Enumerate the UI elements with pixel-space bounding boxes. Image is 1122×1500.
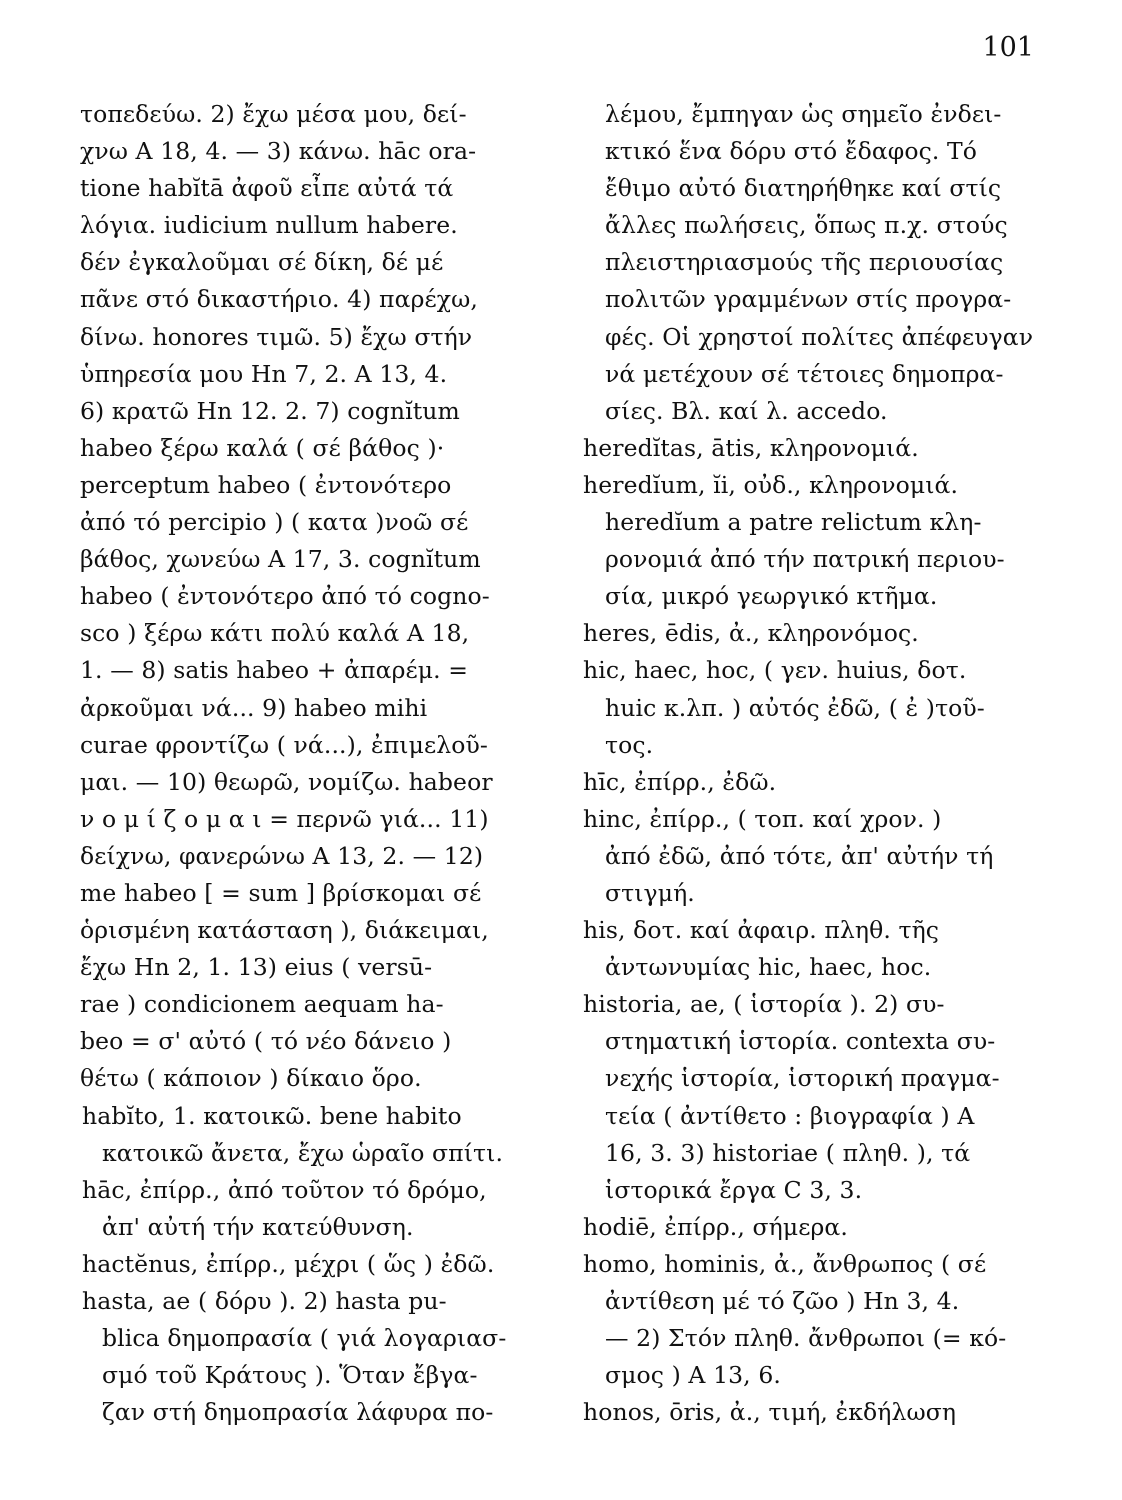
text-line: hodiē, ἐπίρρ., σήμερα. [583,1212,848,1241]
text-line: θέτω ( κάποιον ) δίκαιο ὅρο. [80,1064,422,1093]
text-line: ἀπό τό percipio ) ( κατα )νοῶ σέ [80,508,469,537]
text-line: ὁρισμένη κατάσταση ), διάκειμαι, [80,916,489,945]
text-line: κατοικῶ ἄνετα, ἔχω ὡραῖο σπίτι. [102,1138,504,1167]
text-line: τοπεδεύω. 2) ἔχω μέσα μου, δεί- [80,100,467,128]
text-line: λόγια. iudicium nullum habere. [80,211,458,240]
text-line: sco ) ξέρω κάτι πολύ καλά A 18, [80,619,470,648]
text-line: στηματική ἱστορία. contexta συ- [605,1027,996,1056]
text-line: ἀντίθεση μέ τό ζῶο ) Hn 3, 4. [605,1287,960,1315]
text-line: δίνω. honores τιμῶ. 5) ἔχω στήν [80,322,473,351]
text-line: ἀπό ἐδῶ, ἀπό τότε, ἀπ' αὐτήν τή [605,841,994,870]
text-line: βάθος, χωνεύω A 17, 3. cognĭtum [80,545,481,574]
text-line: honos, ōris, ἀ., τιμή, ἐκδήλωση [583,1398,957,1427]
text-line: ἀπ' αὐτή τήν κατεύθυνση. [102,1212,414,1241]
text-line: 16, 3. 3) historiae ( πληθ. ), τά [605,1138,971,1167]
text-line: πλειστηριασμούς τῆς περιουσίας [605,248,1004,277]
text-line: σμό τοῦ Κράτους ). Ὅταν ἔβγα- [102,1361,478,1390]
text-line: hic, haec, hoc, ( γεν. huius, δοτ. [583,656,967,685]
text-line: beo = σ' αὐτό ( τό νέο δάνειο ) [80,1027,452,1056]
text-line: ἱστορικά ἔργα C 3, 3. [605,1175,863,1204]
text-line: νά μετέχουν σέ τέτοιες δημοπρα- [605,359,1004,388]
text-line: τος. [605,730,654,759]
text-line: rae ) condicionem aequam ha- [80,990,444,1019]
text-line: heredĭum a patre relictum κλη- [605,508,982,537]
text-line: curae φροντίζω ( νά...), ἐπιμελοῦ- [80,730,488,759]
text-line: heredĭtas, ātis, κληρονομιά. [583,433,919,462]
text-line: 6) κρατῶ Hn 12. 2. 7) cognĭtum [80,396,460,425]
text-line: σίες. Βλ. καί λ. accedo. [605,396,888,425]
text-line: πολιτῶν γραμμένων στίς προγρα- [605,285,1012,314]
text-line: hāc, ἐπίρρ., ἀπό τοῦτον τό δρόμο, [82,1175,487,1204]
text-line: τεία ( ἀντίθετο : βιογραφία ) A [605,1101,975,1130]
text-line: — 2) Στόν πληθ. ἄνθρωποι (= κό- [605,1324,1007,1353]
text-line: tione habĭtā ἀφοῦ εἶπε αὐτά τά [80,174,454,203]
left-column [80,96,570,1431]
text-line: χνω A 18, 4. — 3) κάνω. hāc ora- [80,137,477,166]
text-line: blica δημοπρασία ( γιά λογαριασ- [102,1324,507,1353]
text-line: ἀντωνυμίας hic, haec, hoc. [605,953,932,982]
text-line: μαι. — 10) θεωρῶ, νομίζω. habeor [80,767,493,796]
text-line: δείχνω, φανερώνω A 13, 2. — 12) [80,841,484,870]
text-line: ἀρκοῦμαι νά... 9) habeo mihi [80,693,428,722]
text-line: ρονομιά ἀπό τήν πατρική περιου- [605,545,1005,574]
text-line: 1. — 8) satis habeo + ἀπαρέμ. = [80,656,469,685]
text-line: hīc, ἐπίρρ., ἐδῶ. [583,767,777,796]
text-line: σμος ) A 13, 6. [605,1361,781,1390]
text-line: me habeo [ = sum ] βρίσκομαι σέ [80,878,482,907]
text-line: ἄλλες πωλήσεις, ὅπως π.χ. στούς [605,211,1008,240]
text-line: ζαν στή δημοπρασία λάφυρα πο- [102,1398,494,1427]
text-line: νεχής ἱστορία, ἱστορική πραγμα- [605,1064,1000,1093]
text-line: habeo ξέρω καλά ( σέ βάθος )· [80,433,445,462]
text-line: perceptum habeo ( ἐντονότερο [80,470,452,499]
text-line: ὑπηρεσία μου Hn 7, 2. A 13, 4. [80,359,448,388]
text-line: πᾶνε στό δικαστήριο. 4) παρέχω, [80,285,478,314]
text-line: hasta, ae ( δόρυ ). 2) hasta pu- [82,1287,447,1315]
text-line: his, δοτ. καί ἀφαιρ. πληθ. τῆς [583,916,940,945]
text-line: heredĭum, ĭi, οὐδ., κληρονομιά. [583,470,959,499]
text-line: ἔθιμο αὐτό διατηρήθηκε καί στίς [605,174,1002,203]
text-line: huic κ.λπ. ) αὐτός ἐδῶ, ( ἐ )τοῦ- [605,693,985,722]
text-line: δέν ἐγκαλοῦμαι σέ δίκη, δέ μέ [80,248,444,277]
text-line: homo, hominis, ἀ., ἄνθρωπος ( σέ [583,1249,987,1278]
text-line: κτικό ἕνα δόρυ στό ἔδαφος. Τό [605,137,978,166]
text-line: ἔχω Hn 2, 1. 13) eius ( versū- [80,953,433,982]
text-line: hinc, ἐπίρρ., ( τοπ. καί χρον. ) [583,804,942,833]
text-line: λέμου, ἔμπηγαν ὡς σημεῖο ἐνδει- [605,100,1002,128]
text-line: στιγμή. [605,878,695,907]
text-line: hactĕnus, ἐπίρρ., μέχρι ( ὥς ) ἐδῶ. [82,1249,495,1278]
text-line: ν ο μ ί ζ ο μ α ι = περνῶ γιά... 11) [80,804,489,833]
text-line: φές. Οἱ χρηστοί πολίτες ἀπέφευγαν [605,322,1034,351]
text-line: habĭto, 1. κατοικῶ. bene habito [82,1101,462,1130]
right-column [583,96,1053,1431]
text-line: historia, ae, ( ἱστορία ). 2) συ- [583,990,945,1019]
text-line: heres, ēdis, ἀ., κληρονόμος. [583,619,919,648]
text-line: habeo ( ἐντονότερο ἀπό τό cogno- [80,582,490,611]
text-line: σία, μικρό γεωργικό κτῆμα. [605,582,938,611]
page-number: 101 [982,32,1034,63]
